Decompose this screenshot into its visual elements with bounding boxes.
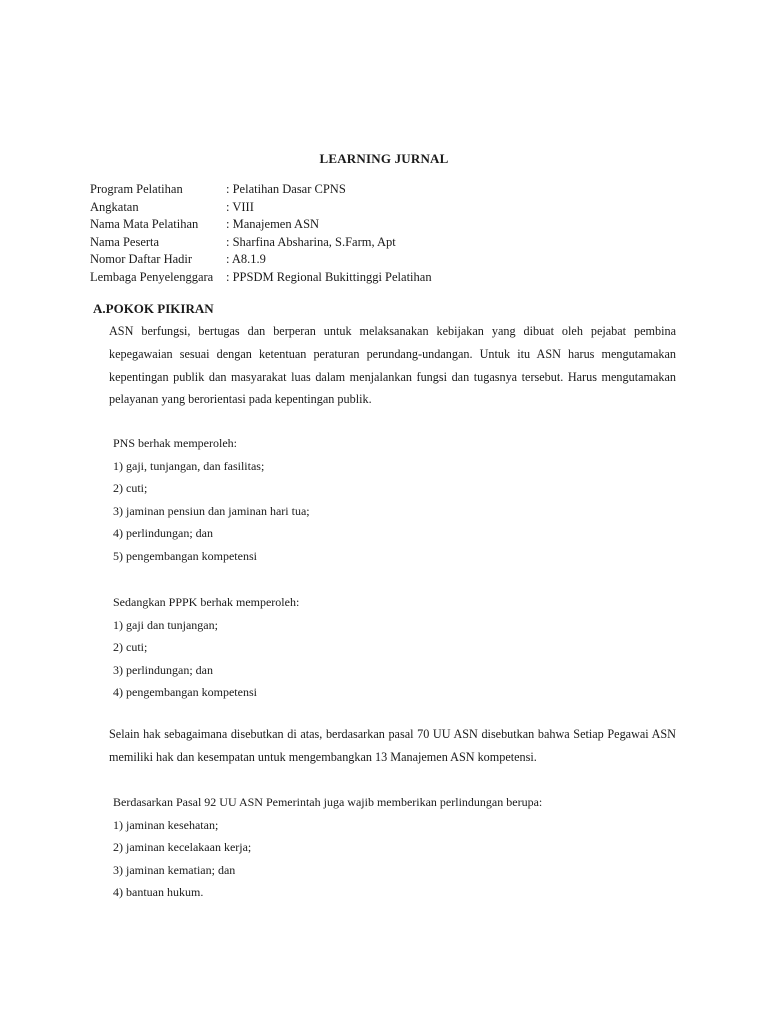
- info-value: : Manajemen ASN: [226, 217, 320, 232]
- info-label: Lembaga Penyelenggara: [90, 269, 214, 284]
- info-table: [90, 181, 432, 287]
- pppk-rights-list: [113, 591, 299, 704]
- pns-rights-list: [113, 432, 310, 568]
- list-item: 1) gaji, tunjangan, dan fasilitas;: [113, 458, 265, 473]
- info-label: Angkatan: [90, 199, 139, 214]
- info-value: : VIII: [226, 199, 254, 214]
- list-item: 2) jaminan kecelakaan kerja;: [113, 840, 252, 855]
- info-value: : Sharfina Absharina, S.Farm, Apt: [226, 234, 396, 249]
- info-row-program: [90, 181, 432, 199]
- list-intro: PNS berhak memperoleh:: [113, 436, 237, 450]
- info-value: : PPSDM Regional Bukittinggi Pelatihan: [226, 269, 432, 284]
- info-label: Nama Peserta: [90, 234, 160, 249]
- info-label: Nomor Daftar Hadir: [90, 252, 193, 267]
- info-row-lembaga: [90, 269, 432, 287]
- paragraph-pasal-70: Selain hak sebagaimana disebutkan di atas, berdasarkan pasal 70 UU ASN disebutkan bahwa Setiap Pegawai ASN memiliki hak dan kesempatan untuk mengembangkan 13 Manajemen ASN kompetensi.: [109, 727, 676, 764]
- info-row-angkatan: [90, 199, 432, 217]
- list-item: 2) cuti;: [113, 640, 148, 655]
- paragraph-asn-role: ASN berfungsi, bertugas dan berperan untuk melaksanakan kebijakan yang dibuat oleh pejabat pembina kepegawaian sesuai dengan ketentuan peraturan perundang-undangan. Untuk itu ASN harus mengutamakan kepentingan publik dan masyarakat luas dalam menjalankan fungsi dan tugasnya tersebut. Harus mengutamakan pelayanan yang berorientasi pada kepentingan publik.: [109, 324, 676, 407]
- list-item: 4) pengembangan kompetensi: [113, 685, 257, 700]
- info-row-nomor: [90, 251, 432, 269]
- list-item: 3) jaminan kematian; dan: [113, 862, 236, 877]
- info-value: : A8.1.9: [226, 252, 266, 267]
- info-label: Nama Mata Pelatihan: [90, 217, 199, 232]
- info-value: : Pelatihan Dasar CPNS: [226, 182, 346, 196]
- pasal-92-list: [113, 791, 542, 904]
- list-item: 4) bantuan hukum.: [113, 885, 204, 900]
- page-title: LEARNING JURNAL: [319, 151, 449, 166]
- list-item: 3) perlindungan; dan: [113, 662, 213, 677]
- section-heading: A.POKOK PIKIRAN: [93, 301, 214, 316]
- list-item: 5) pengembangan kompetensi: [113, 548, 257, 563]
- list-item: 3) jaminan pensiun dan jaminan hari tua;: [113, 503, 310, 518]
- list-item: 4) perlindungan; dan: [113, 526, 213, 541]
- info-row-mata-pelatihan: [90, 216, 432, 234]
- list-item: 1) jaminan kesehatan;: [113, 817, 219, 832]
- info-label: Program Pelatihan: [90, 182, 183, 196]
- list-intro: Berdasarkan Pasal 92 UU ASN Pemerintah juga wajib memberikan perlindungan berupa:: [113, 795, 543, 809]
- info-row-peserta: [90, 234, 432, 252]
- list-item: 1) gaji dan tunjangan;: [113, 617, 218, 632]
- list-intro: Sedangkan PPPK berhak memperoleh:: [113, 595, 300, 609]
- list-item: 2) cuti;: [113, 481, 148, 496]
